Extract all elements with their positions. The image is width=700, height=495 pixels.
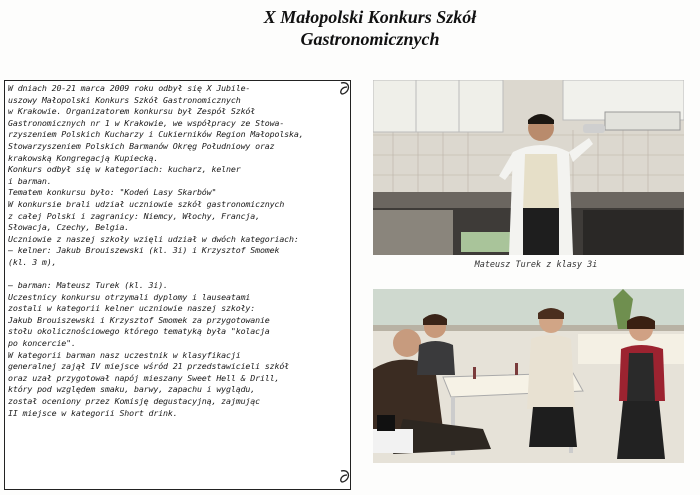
photo-caption: Mateusz Turek z klasy 3i: [474, 260, 598, 270]
handwritten-text: [8, 83, 335, 419]
text-line: po koncercie".: [8, 338, 76, 349]
bartender-photo: [373, 80, 684, 255]
text-line: krakowską Kongregacją Kupiecką.: [8, 152, 159, 163]
text-line: w Krakowie. Organizatorem konkursu był Zespół Szkół: [8, 106, 256, 117]
title-line-2: Gastronomicznych: [300, 29, 440, 49]
text-line: został oceniony przez Komisję degustacyjną, zajmując: [8, 396, 260, 407]
text-line: W dniach 20-21 marca 2009 roku odbył się X Jubile-: [8, 83, 251, 93]
text-line: Stowarzyszeniem Polskich Barmanów Okręg Południowy oraz: [8, 140, 275, 151]
notebook-page: [4, 80, 351, 490]
text-line: Uczestnicy konkursu otrzymali dyplomy i lauseatami: [8, 291, 251, 302]
text-line: stołu okolicznościowego którego tematyką była "kolacja: [8, 326, 270, 337]
text-line: z całej Polski i zagranicy: Niemcy, Włochy, Francja,: [8, 210, 260, 221]
text-line: – kelner: Jakub Brouiszewski (kl. 3i) i Krzysztof Smomek: [8, 245, 280, 256]
text-line: Słowacja, Czechy, Belgia.: [8, 222, 130, 233]
text-line: Jakub Brouiszewski i Krzysztof Smomek za przygotowanie: [8, 314, 270, 325]
title-line-1: X Małopolski Konkurs Szkół: [263, 7, 477, 27]
text-line: W konkursie brali udział uczniowie szkół gastronomicznych: [8, 198, 285, 209]
text-line: [8, 269, 335, 281]
text-line: generalnej zajął IV miejsce wśród 21 przedstawicieli szkół: [8, 361, 290, 372]
page-title: [200, 6, 540, 50]
table-service-photo: [373, 289, 684, 463]
text-line: Uczniowie z naszej szkoły wzięli udział w dwóch kategoriach:: [8, 233, 299, 244]
spiral-binding-icon: [335, 81, 351, 489]
text-line: II miejsce w kategorii Short drink.: [8, 407, 178, 418]
text-line: Tematem konkursu było: "Kodeń Lasy Skarbów": [8, 187, 217, 198]
text-line: oraz uzał przygotował napój mieszany Sweet Hell & Drill,: [8, 372, 280, 383]
text-line: Konkurs odbył się w kategoriach: kucharz, kelner: [8, 164, 241, 175]
text-line: który pod względem smaku, barwy, zapachu i wyglądu,: [8, 384, 256, 395]
text-line: (kl. 3 m),: [8, 256, 57, 267]
text-line: Gastronomicznych nr 1 w Krakowie, we współpracy ze Stowa-: [8, 117, 285, 128]
text-line: uszowy Małopolski Konkurs Szkół Gastronomicznych: [8, 94, 241, 105]
text-line: W kategorii barman nasz uczestnik w klasyfikacji: [8, 349, 241, 360]
text-line: i barman.: [8, 175, 52, 186]
text-line: rzyszeniem Polskich Kucharzy i Cukierników Region Małopolska,: [8, 129, 304, 140]
text-line: – barman: Mateusz Turek (kl. 3i).: [8, 280, 168, 291]
text-line: zostali w kategorii kelner uczniowie naszej szkoły:: [8, 303, 256, 314]
